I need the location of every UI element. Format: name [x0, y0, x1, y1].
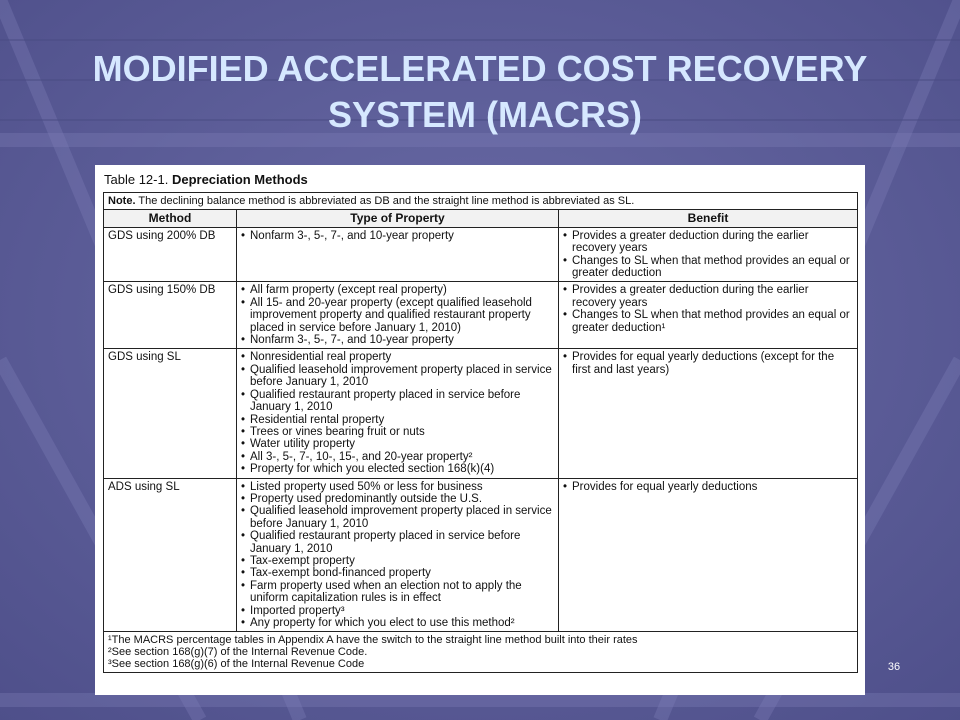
slide-title — [0, 46, 960, 138]
property-item: • All farm property (except real property) — [241, 284, 554, 296]
table-caption-title: Depreciation Methods — [171, 172, 308, 187]
property-item: • Tax-exempt property — [241, 555, 554, 567]
header-method: Method — [104, 210, 237, 227]
benefit-cell — [559, 227, 858, 282]
property-cell — [237, 227, 559, 282]
method-cell: GDS using SL — [104, 349, 237, 478]
slide-title-line-2: SYSTEM (MACRS) — [328, 94, 642, 135]
property-item: • Tax-exempt bond-financed property — [241, 567, 554, 579]
table-footnotes — [104, 632, 858, 673]
property-item: • Trees or vines bearing fruit or nuts — [241, 426, 554, 438]
property-item: • Qualified restaurant property placed in service before January 1, 2010 — [241, 530, 554, 555]
table-row — [104, 478, 858, 632]
depreciation-methods-table — [95, 165, 865, 695]
note-text: The declining balance method is abbreviated as DB and the straight line method is abbreviated as SL. — [138, 195, 635, 207]
methods-table — [103, 192, 858, 673]
property-item: • Property used predominantly outside the U.S. — [241, 493, 554, 505]
footnote: ³See section 168(g)(6) of the Internal Revenue Code — [108, 658, 365, 671]
benefit-item: • Changes to SL when that method provides an equal or greater deduction¹ — [563, 309, 853, 334]
property-item: • Qualified leasehold improvement property placed in service before January 1, 2010 — [241, 364, 554, 389]
property-item: • Listed property used 50% or less for business — [241, 481, 554, 493]
method-cell: GDS using 200% DB — [104, 227, 237, 282]
note-label: Note. — [108, 195, 136, 207]
property-item: • All 3-, 5-, 7-, 10-, 15-, and 20-year property² — [241, 451, 554, 463]
property-item: • Residential rental property — [241, 414, 554, 426]
property-item: • Property for which you elected section 168(k)(4) — [241, 463, 554, 475]
method-cell: ADS using SL — [104, 478, 237, 632]
method-cell: GDS using 150% DB — [104, 282, 237, 349]
table-row — [104, 282, 858, 349]
benefit-item: • Provides a greater deduction during the earlier recovery years — [563, 230, 853, 255]
property-item: • Nonfarm 3-, 5-, 7-, and 10-year property — [241, 230, 554, 242]
property-item: • Nonfarm 3-, 5-, 7-, and 10-year property — [241, 334, 554, 346]
footnote: ¹The MACRS percentage tables in Appendix A have the switch to the straight line method built into their rates — [108, 634, 638, 647]
property-cell — [237, 282, 559, 349]
table-caption-prefix: Table 12-1. — [104, 172, 169, 187]
table-row — [104, 349, 858, 478]
benefit-item: • Provides for equal yearly deductions — [563, 481, 853, 493]
slide-title-line-1: MODIFIED ACCELERATED COST RECOVERY — [92, 48, 868, 89]
property-item: • Water utility property — [241, 438, 554, 450]
property-cell — [237, 349, 559, 478]
table-caption — [104, 171, 857, 188]
property-item: • Imported property³ — [241, 605, 554, 617]
table-note — [104, 193, 858, 210]
footnote: ²See section 168(g)(7) of the Internal Revenue Code. — [108, 646, 368, 659]
property-item: • Nonresidential real property — [241, 351, 554, 363]
benefit-item: • Changes to SL when that method provides an equal or greater deduction — [563, 255, 853, 280]
property-item: • Qualified restaurant property placed in service before January 1, 2010 — [241, 389, 554, 414]
benefit-cell — [559, 282, 858, 349]
property-cell — [237, 478, 559, 632]
property-item: • All 15- and 20-year property (except qualified leasehold improvement property and qualified restaurant property placed in service before January 1, 2010) — [241, 297, 554, 334]
header-type-of-property: Type of Property — [237, 210, 559, 227]
benefit-cell — [559, 349, 858, 478]
header-benefit: Benefit — [559, 210, 858, 227]
property-item: • Any property for which you elect to use this method² — [241, 617, 554, 629]
benefit-cell — [559, 478, 858, 632]
page-number: 36 — [887, 661, 901, 673]
property-item: • Farm property used when an election not to apply the uniform capitalization rules is in effect — [241, 580, 554, 605]
table-row — [104, 227, 858, 282]
benefit-item: • Provides for equal yearly deductions (except for the first and last years) — [563, 351, 853, 376]
header-row — [104, 210, 858, 227]
benefit-item: • Provides a greater deduction during the earlier recovery years — [563, 284, 853, 309]
property-item: • Qualified leasehold improvement property placed in service before January 1, 2010 — [241, 505, 554, 530]
